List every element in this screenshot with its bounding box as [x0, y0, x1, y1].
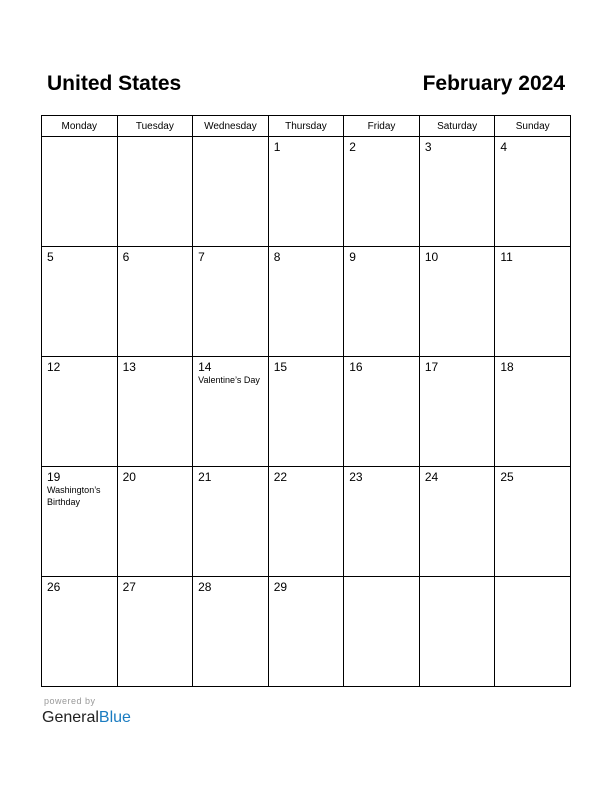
day-number: 15	[273, 360, 288, 374]
day-cell	[344, 247, 420, 357]
day-number: 25	[500, 470, 514, 484]
day-cell	[268, 137, 344, 247]
day-number	[193, 137, 268, 140]
day-number: 2	[349, 140, 356, 154]
day-number: 24	[424, 470, 439, 484]
day-number: 1	[273, 140, 281, 154]
weekday-header: Tuesday	[117, 116, 193, 137]
brand-name-general: General	[42, 709, 99, 726]
day-cell	[117, 467, 193, 577]
day-number: 19	[47, 470, 61, 484]
day-cell	[42, 137, 118, 247]
day-number: 21	[198, 470, 212, 484]
brand-logo	[42, 708, 131, 728]
day-number: 9	[349, 250, 356, 264]
day-number: 7	[198, 250, 205, 264]
day-number: 11	[500, 250, 513, 264]
day-number	[344, 577, 419, 580]
day-cell	[268, 467, 344, 577]
day-cell	[344, 357, 420, 467]
day-number: 12	[47, 360, 61, 374]
day-number: 17	[424, 360, 439, 374]
day-cell	[193, 357, 269, 467]
calendar-grid	[41, 115, 571, 687]
day-cell	[495, 357, 571, 467]
week-row	[42, 577, 571, 687]
day-cell	[344, 577, 420, 687]
day-number: 28	[198, 580, 212, 594]
day-number: 18	[500, 360, 514, 374]
day-number: 20	[122, 470, 136, 484]
day-number: 16	[349, 360, 363, 374]
day-number: 3	[424, 140, 432, 154]
day-cell	[268, 357, 344, 467]
weekday-header: Saturday	[419, 116, 495, 137]
weekday-header: Wednesday	[193, 116, 269, 137]
day-number: 6	[122, 250, 130, 264]
day-number	[495, 577, 570, 580]
day-cell	[193, 137, 269, 247]
brand-name-blue: Blue	[98, 709, 131, 726]
day-cell	[495, 137, 571, 247]
weekday-header: Sunday	[495, 116, 571, 137]
day-cell	[193, 467, 269, 577]
day-number: 27	[122, 580, 136, 594]
week-row	[42, 247, 571, 357]
day-number: 26	[47, 580, 61, 594]
holiday-label: Washington’s Birthday	[47, 485, 101, 507]
day-cell	[268, 247, 344, 357]
day-cell	[117, 247, 193, 357]
day-cell	[42, 577, 118, 687]
day-number	[118, 137, 193, 140]
day-number	[42, 137, 117, 140]
weekday-header: Thursday	[268, 116, 344, 137]
day-number: 22	[273, 470, 288, 484]
day-number: 10	[424, 250, 439, 264]
week-row	[42, 357, 571, 467]
day-cell	[117, 137, 193, 247]
day-cell	[193, 577, 269, 687]
day-number: 8	[273, 250, 281, 264]
holiday-label: Valentine’s Day	[198, 375, 260, 385]
week-row	[42, 467, 571, 577]
day-cell	[419, 357, 495, 467]
day-cell	[42, 357, 118, 467]
day-cell	[193, 247, 269, 357]
day-number: 5	[47, 250, 54, 264]
powered-by-text: powered by	[44, 696, 96, 706]
day-number: 4	[500, 140, 508, 154]
day-number	[420, 577, 495, 580]
day-number: 14	[198, 360, 212, 374]
day-number: 13	[122, 360, 136, 374]
day-cell	[419, 577, 495, 687]
day-cell	[117, 577, 193, 687]
weekday-header-row	[42, 116, 571, 137]
weekday-header: Friday	[344, 116, 420, 137]
day-number: 23	[349, 470, 363, 484]
weekday-header: Monday	[42, 116, 118, 137]
calendar-body	[42, 137, 571, 687]
day-cell	[42, 247, 118, 357]
week-row	[42, 137, 571, 247]
day-cell	[268, 577, 344, 687]
country-title: United States	[47, 72, 182, 95]
day-cell	[419, 467, 495, 577]
day-number: 29	[273, 580, 288, 594]
day-cell	[344, 467, 420, 577]
day-cell	[117, 357, 193, 467]
day-cell	[419, 137, 495, 247]
day-cell	[419, 247, 495, 357]
day-cell	[495, 467, 571, 577]
month-year-title: February 2024	[422, 72, 565, 95]
day-cell	[495, 577, 571, 687]
footer-branding	[42, 696, 131, 728]
day-cell	[344, 137, 420, 247]
day-cell	[495, 247, 571, 357]
day-cell	[42, 467, 118, 577]
